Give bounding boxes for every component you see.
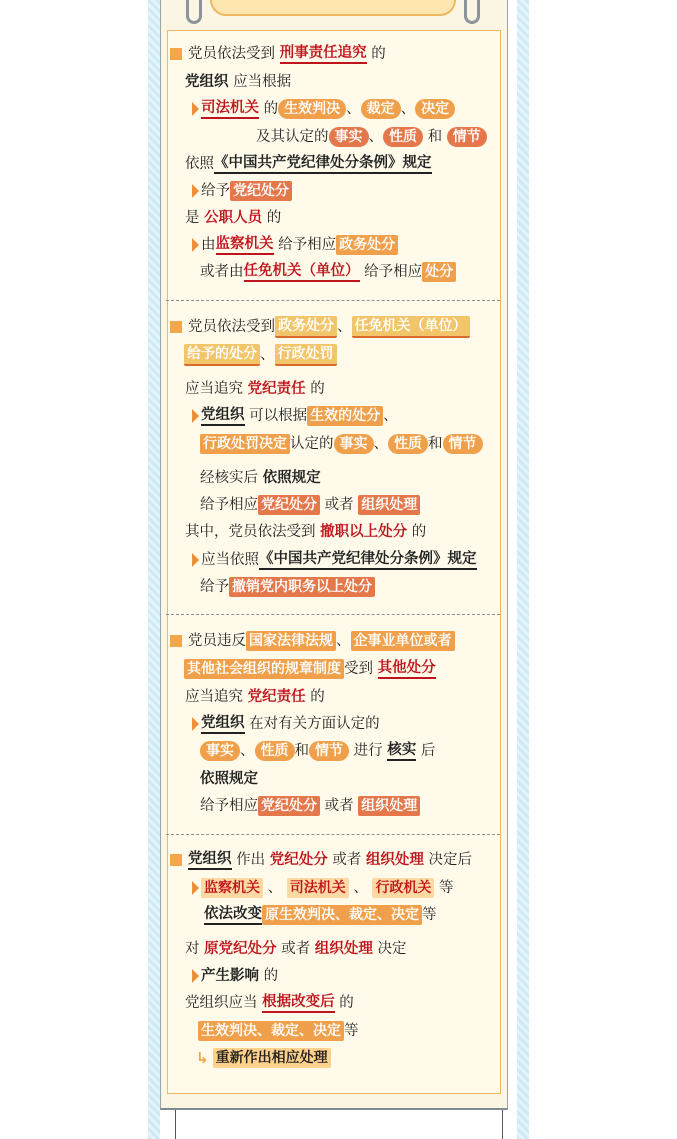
highlight-tag: 组织处理 (358, 495, 420, 515)
text: 、 (400, 101, 416, 117)
text: 作出 (236, 852, 266, 868)
text: 的 (411, 524, 427, 540)
regulation-title: 《中国共产党纪律处分条例》规定 (214, 154, 432, 174)
s4-line-8 (196, 1047, 331, 1069)
text: 或者由 (200, 264, 244, 280)
s4-line-5 (192, 965, 278, 987)
left-decor-strip (148, 0, 160, 1139)
keyword: 依照规定 (200, 771, 258, 787)
text: 给予相应 (200, 798, 258, 814)
text: 进行 (353, 743, 383, 759)
regulation-title: 《中国共产党纪律处分条例》规定 (259, 550, 477, 570)
highlight-tag: 性质 (383, 127, 423, 147)
text: 和 (294, 743, 309, 759)
highlight-tag: 性质 (255, 741, 295, 761)
s3-line-2 (184, 658, 436, 680)
highlight-tag: 政务处分 (275, 316, 337, 338)
text: 对 (185, 941, 200, 957)
s2-line-1 (170, 316, 470, 338)
text: 、 (260, 347, 275, 363)
s1-line-8 (192, 234, 398, 256)
highlight-tag: 企事业单位或者 (351, 631, 455, 651)
keyword: 依法改变 (204, 905, 262, 925)
s1-line-3 (192, 98, 455, 120)
text: 决定后 (428, 852, 473, 868)
text: 、 (336, 633, 351, 649)
keyword: 原党纪处分 (204, 941, 277, 957)
highlight-tag: 行政处罚 (275, 344, 337, 366)
text: 其中，党员依法受到 (185, 524, 316, 540)
text: 给予 (200, 579, 229, 595)
orange-square-icon (170, 321, 182, 333)
s2-line-6 (200, 467, 321, 489)
highlight-tag: 处分 (422, 262, 456, 282)
highlight-tag: 事实 (334, 434, 374, 454)
s4-line-7 (198, 1020, 359, 1042)
text: 、 (368, 129, 383, 145)
text: 、 (337, 319, 352, 335)
keyword: 组织处理 (314, 941, 373, 957)
highlight-tag: 其他社会组织的规章制度 (184, 659, 344, 679)
highlight-tag: 决定 (415, 99, 455, 119)
keyword: 党纪处分 (269, 852, 328, 868)
right-decor-strip (517, 0, 529, 1139)
orange-square-icon (170, 854, 182, 866)
text: 经核实后 (200, 470, 258, 486)
text: 、 (267, 880, 283, 896)
text: 应当追究 (185, 381, 243, 397)
s4-line-2 (192, 877, 454, 899)
keyword: 其他处分 (378, 659, 436, 679)
keyword: 党纪责任 (247, 381, 306, 397)
text: 可以根据 (249, 408, 308, 424)
scroll-tail (175, 1110, 503, 1139)
highlight-tag: 给予的处分 (184, 344, 260, 366)
keyword: 刑事责任追究 (280, 44, 367, 64)
keyword: 核实 (387, 741, 416, 761)
orange-triangle-icon (192, 102, 199, 116)
text: 等 (344, 1023, 359, 1039)
keyword: 公职人员 (204, 210, 263, 226)
orange-triangle-icon (192, 881, 199, 895)
highlight-tag: 党纪处分 (258, 495, 320, 515)
orange-square-icon (170, 635, 182, 647)
s1-line-4 (256, 126, 487, 148)
keyword: 监察机关 (216, 235, 274, 255)
text: 的 (263, 101, 279, 117)
text: 党员依法受到 (188, 319, 275, 335)
s1-line-6 (192, 180, 292, 202)
text: 的 (310, 381, 325, 397)
s3-line-5 (200, 740, 435, 762)
highlight-tag: 政务处分 (336, 235, 398, 255)
keyword: 党纪责任 (247, 689, 306, 705)
text: 的 (263, 968, 279, 984)
text: 党员依法受到 (188, 46, 275, 62)
s1-line-7 (185, 207, 281, 229)
text: 的 (266, 210, 282, 226)
text: 和 (427, 129, 443, 145)
highlight-tag: 党纪处分 (230, 181, 292, 201)
scroll-top-plate (210, 0, 456, 16)
s1-line-5 (185, 153, 432, 175)
text: 的 (310, 689, 325, 705)
keyword: 党组织 (201, 406, 245, 426)
text: 应当追究 (185, 689, 243, 705)
orange-triangle-icon (192, 969, 199, 983)
text: 受到 (344, 661, 373, 677)
text: 后 (420, 743, 436, 759)
s1-line-1 (170, 43, 386, 65)
highlight-tag: 监察机关 (201, 878, 263, 898)
text: 应当根据 (233, 74, 292, 90)
highlight-tag: 国家法律法规 (246, 631, 336, 651)
section-divider (166, 834, 500, 835)
orange-triangle-icon (192, 717, 199, 731)
highlight-tag: 司法机关 (287, 878, 349, 898)
orange-triangle-icon (192, 409, 199, 423)
text: 及其认定的 (256, 129, 329, 145)
s4-line-1 (170, 849, 472, 871)
highlight-tag: 行政机关 (372, 878, 434, 898)
keyword: 司法机关 (201, 99, 259, 119)
s4-line-4 (185, 938, 406, 960)
text: 或者 (332, 852, 362, 868)
s1-line-9 (200, 261, 456, 283)
s2-line-2 (184, 344, 337, 366)
keyword: 党组织 (185, 74, 229, 90)
keyword: 产生影响 (201, 968, 259, 984)
text: 或者 (281, 941, 311, 957)
turn-arrow-icon: ↳ (196, 1049, 209, 1067)
text: 是 (185, 210, 200, 226)
text: 依照 (185, 156, 214, 172)
orange-triangle-icon (192, 184, 199, 198)
text: 给予相应 (278, 237, 337, 253)
highlight-tag: 党纪处分 (258, 796, 320, 816)
s3-line-3 (185, 686, 325, 708)
text: 等 (422, 907, 437, 923)
s2-line-8 (185, 521, 426, 543)
highlight-tag: 撤销党内职务以上处分 (229, 577, 375, 597)
highlight-tag: 性质 (388, 434, 428, 454)
text: 党组织应当 (185, 995, 258, 1011)
highlight-tag: 任免机关（单位） (352, 316, 470, 338)
orange-triangle-icon (192, 238, 199, 252)
text: 决定 (377, 941, 407, 957)
text: 等 (439, 880, 454, 896)
text: 认定的 (290, 436, 334, 452)
text: 或者 (324, 497, 354, 513)
s3-line-4 (192, 713, 380, 735)
text: 、 (373, 436, 388, 452)
highlight-tag: 生效判决、裁定、决定 (198, 1021, 344, 1041)
highlight-tag: 生效判决 (278, 99, 346, 119)
section-divider (166, 300, 500, 301)
highlight-tag: 原生效判决、裁定、决定 (262, 905, 422, 925)
orange-square-icon (170, 48, 182, 60)
s2-line-10 (200, 576, 375, 598)
keyword: 任免机关（单位） (244, 262, 360, 282)
s4-line-6 (185, 992, 354, 1014)
highlight-tag: 事实 (200, 741, 240, 761)
section-divider (166, 614, 500, 615)
text: 给予相应 (364, 264, 423, 280)
text: 党员违反 (188, 633, 246, 649)
text: 的 (339, 995, 354, 1011)
text: 给予 (201, 183, 230, 199)
s2-line-5 (200, 433, 483, 455)
highlight-tag: 事实 (329, 127, 369, 147)
highlight-tag: 裁定 (361, 99, 401, 119)
text: 、 (346, 101, 361, 117)
highlight-tag: 生效的处分 (307, 406, 383, 426)
s2-line-4 (192, 405, 398, 427)
keyword: 党组织 (188, 850, 232, 870)
text: 、 (353, 880, 368, 896)
s3-line-7 (200, 795, 420, 817)
s2-line-3 (185, 378, 325, 400)
text: 给予相应 (200, 497, 258, 513)
keyword: 党组织 (201, 714, 245, 734)
highlight-tag: 情节 (443, 434, 483, 454)
highlight-tag: 组织处理 (358, 796, 420, 816)
text: 的 (371, 46, 386, 62)
text: 和 (428, 436, 443, 452)
s3-line-6 (200, 768, 258, 790)
text: 、 (240, 743, 255, 759)
keyword: 依照规定 (262, 470, 321, 486)
orange-triangle-icon (192, 553, 199, 567)
highlight-tag: 重新作出相应处理 (213, 1048, 331, 1068)
s3-line-1 (170, 630, 455, 652)
right-hook-icon (464, 0, 480, 24)
highlight-tag: 情节 (309, 741, 349, 761)
s4-line-3 (204, 904, 437, 926)
text: 应当依照 (201, 552, 259, 568)
text: 由 (201, 237, 216, 253)
highlight-tag: 行政处罚决定 (200, 434, 290, 454)
keyword: 撤职以上处分 (320, 524, 408, 540)
highlight-tag: 情节 (447, 127, 487, 147)
text: 或者 (324, 798, 354, 814)
s2-line-7 (200, 494, 420, 516)
text: 在对有关方面认定的 (249, 716, 380, 732)
left-hook-icon (186, 0, 202, 24)
s2-line-9 (192, 549, 477, 571)
s1-line-2 (185, 71, 291, 93)
text: 、 (383, 408, 398, 424)
keyword: 组织处理 (365, 852, 424, 868)
keyword: 根据改变后 (262, 993, 335, 1013)
